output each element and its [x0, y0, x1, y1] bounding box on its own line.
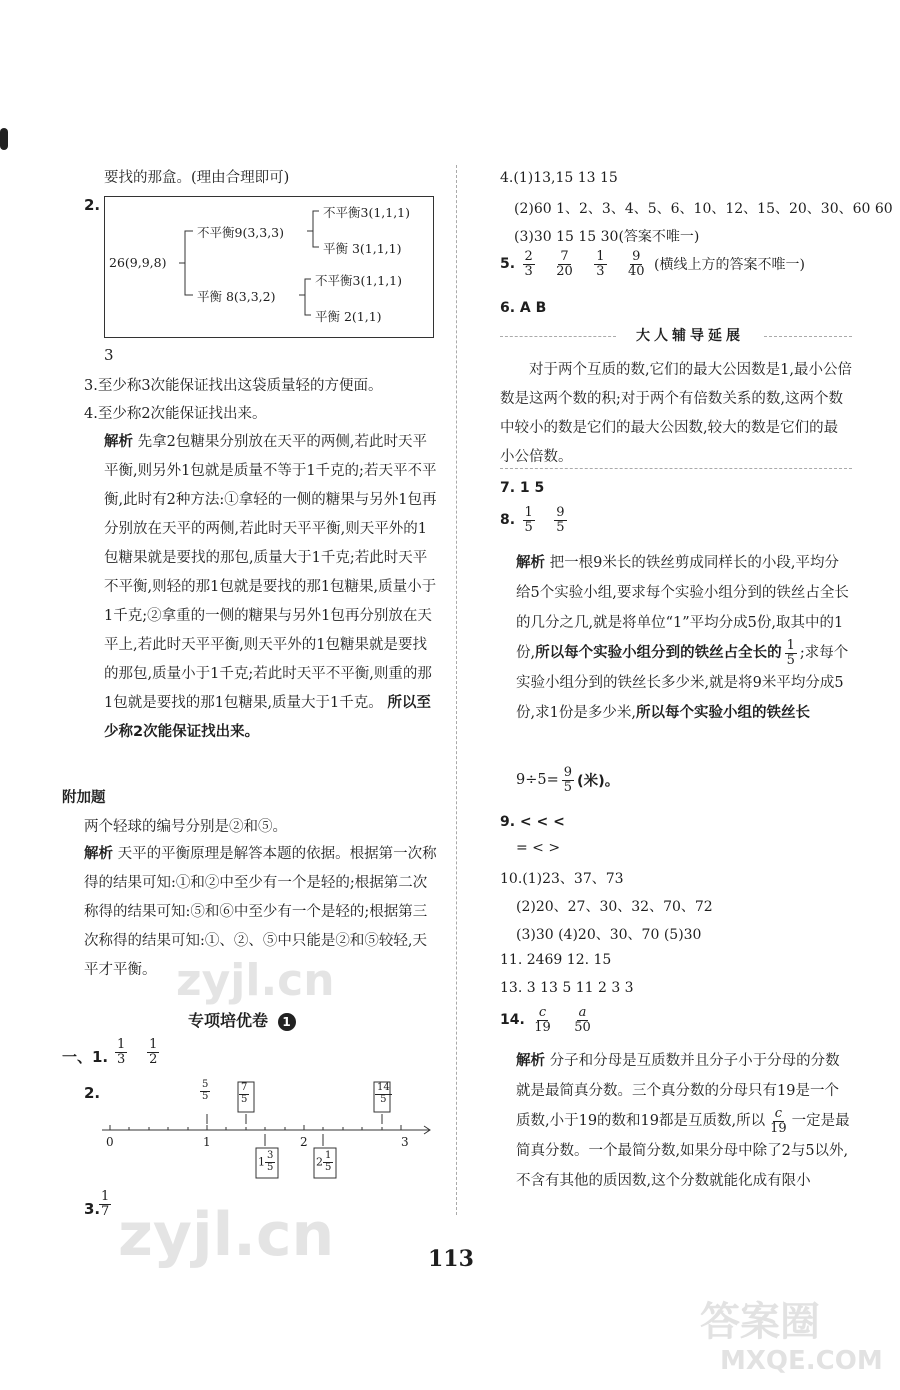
- section-number-badge: 1: [278, 1013, 296, 1031]
- tree-branch-22: 平衡 2(1,1): [315, 309, 382, 324]
- s2-label: 2.: [84, 1084, 101, 1102]
- r-q9a: 9. < < <: [500, 814, 565, 830]
- r-q13: 13. 3 13 5 11 2 3 3: [500, 980, 634, 996]
- mark-2-1-5: [316, 1151, 333, 1173]
- q3-answer: 3.至少称3次能保证找出这袋质量轻的方便面。: [84, 378, 383, 394]
- q4-conclusion: 所以至少称2次能保证找出来。: [104, 695, 431, 740]
- r-q14: [500, 1006, 596, 1034]
- q5-note: (横线上方的答案不唯一): [653, 257, 805, 274]
- tree-branch-11: 不平衡3(1,1,1): [323, 205, 411, 220]
- q4-explanation: [104, 428, 438, 747]
- q8-frac-2: [554, 506, 566, 534]
- s1-frac-2: [147, 1038, 159, 1066]
- denominator: 3: [117, 1051, 126, 1067]
- r-q6: 6. A B: [500, 300, 547, 316]
- extra-title: 附加题: [62, 790, 106, 806]
- s1-fractions: [112, 1038, 162, 1066]
- s3-label: 3.: [84, 1200, 101, 1218]
- tree-branch-12: 平衡 3(1,1,1): [323, 241, 402, 256]
- left-top-line: 要找的那盒。(理由合理即可): [104, 170, 290, 186]
- extra-explanation-text: 天平的平衡原理是解答本题的依据。根据第一次称得的结果可知:①和②中至少有一个是轻的;根据第二次称得的结果可知:⑤和⑥中至少有一个是轻的;根据第三次称得的结果可知:①、②、⑤中只能是②和⑤较轻,天平才平衡。: [84, 846, 437, 978]
- section-title-text: 专项培优卷: [188, 1011, 269, 1030]
- denominator: 19: [534, 1019, 551, 1035]
- numerator: 9: [556, 505, 565, 520]
- q8-explanation: [516, 548, 852, 728]
- denominator: 5: [556, 519, 565, 535]
- tick-label-1: 1: [203, 1135, 211, 1149]
- q4-explanation-text: 先拿2包糖果分别放在天平的两侧,若此时天平平衡,则另外1包就是质量不等于1千克的;若天平不平衡,此时有2种方法:①拿轻的一侧的糖果与另外1包再分别放在天平的两侧,若此时天平平衡,则天平外的1包糖果就是要找的那包,质量大于1千克;若此时天平不平衡,则轻的那1包就是要找的那1包糖果,质量小于1千克;②拿重的一侧的糖果与另外1包再分别放在天平上,若此时天平平衡,则天平外的1包糖果就是要找的那包,质量小于1千克;若此时天平不平衡,则重的那1包就是要找的那1包糖果,质量大于1千克。: [104, 434, 437, 711]
- q14-explanation: [516, 1046, 852, 1196]
- r-q10a: 10.(1)23、37、73: [500, 871, 624, 887]
- watermark-zyjl-1: zyjl.cn: [176, 955, 335, 1006]
- q5-frac-1: [523, 250, 535, 278]
- r-q10c: (3)30 (4)20、30、70 (5)30: [516, 927, 702, 943]
- q4-answer: 4.至少称2次能保证找出来。: [84, 406, 267, 422]
- q5-label: 5.: [500, 256, 516, 273]
- mark-5-5: [200, 1080, 210, 1102]
- numerator: c: [774, 1105, 783, 1121]
- page-number: 113: [428, 1246, 474, 1272]
- fraction-part: [323, 1151, 333, 1173]
- q8-explanation-bold-2: 所以每个实验小组的铁丝长: [635, 705, 810, 721]
- extra-answer: 两个轻球的编号分别是②和⑤。: [84, 819, 287, 835]
- tree-branch-21: 不平衡3(1,1,1): [315, 273, 403, 288]
- extra-explanation-label: 解析: [84, 846, 113, 862]
- q8-inline-frac: $\frac{1}{5}$: [786, 637, 795, 668]
- q14-explanation-text-1: 分子和分母是互质数并且分子小于分母的分数就是最简真分数。三个真分数的分母只有19是一个质数,小于19的数和19都是互质数,所以: [516, 1053, 840, 1129]
- s1-label: 一、1.: [62, 1048, 109, 1066]
- s1-frac-1: [115, 1038, 127, 1066]
- numerator: 3: [267, 1150, 274, 1161]
- q8-equation-left: 9÷5=: [516, 772, 559, 789]
- q2-label: 2.: [84, 196, 101, 214]
- tree-root: 26(9,9,8): [109, 255, 167, 270]
- mark-7-5: [239, 1083, 249, 1105]
- denominator: 5: [325, 1161, 332, 1173]
- tick-label-3: 3: [401, 1135, 409, 1149]
- column-divider: [456, 165, 457, 1215]
- q14-explanation-text-2: 一定是最简真分数。一个最简分数,如果分母中除了2与5以外,不含有其他的质因数,这个分数就能化成有限小: [516, 1113, 850, 1189]
- section-title: [188, 1008, 296, 1031]
- q8-explanation-label: 解析: [516, 555, 545, 571]
- mark-1-3-5: [258, 1151, 275, 1173]
- watermark-zyjl-2: zyjl.cn: [118, 1200, 335, 1270]
- denominator: 3: [596, 263, 605, 279]
- banner-line-left: [500, 336, 616, 337]
- q14-explanation-label: 解析: [516, 1053, 545, 1069]
- denominator: 3: [524, 263, 533, 279]
- r-q8: [500, 506, 570, 534]
- numerator: 1: [325, 1150, 332, 1161]
- r-q7: 7. 1 5: [500, 480, 545, 496]
- r-q11-q12: 11. 2469 12. 15: [500, 952, 612, 968]
- denominator: 5: [267, 1161, 274, 1173]
- s3-frac: [99, 1190, 111, 1218]
- q14-frac-2: [572, 1006, 593, 1034]
- extension-banner: 大人辅导延展: [636, 328, 744, 344]
- margin-mark: [0, 128, 8, 150]
- q8-equation-unit: (米)。: [577, 773, 620, 790]
- numerator: 7: [241, 1082, 248, 1093]
- q4-explanation-label: 解析: [104, 434, 133, 450]
- q8-explanation-text-1: 把一根9米长的铁丝剪成同样长的小段,平均分给5个实验小组,要求每个实验小组分到的铁丝占全长的几分之几,就是将单位“1”平均分成5份,取其中的1份,: [516, 555, 849, 661]
- q14-frac-1: [532, 1006, 553, 1034]
- numerator: 2: [524, 249, 533, 264]
- denominator: 7: [101, 1203, 110, 1219]
- denominator: 5: [563, 779, 573, 795]
- denominator: 2: [149, 1051, 158, 1067]
- q2-answer: 3: [104, 346, 114, 364]
- denominator: 5: [241, 1093, 248, 1105]
- extension-bottom-line: [500, 468, 852, 469]
- numerator: 9: [632, 249, 641, 264]
- numerator: 1: [596, 249, 605, 264]
- r-q4b: (2)60 1、2、3、4、5、6、10、12、15、20、30、60 60: [514, 201, 893, 217]
- fraction-part: [265, 1151, 275, 1173]
- q5-frac-4: [626, 250, 647, 278]
- extension-text: 对于两个互质的数,它们的最大公因数是1,最小公倍数是这两个数的积;对于两个有倍数关系的数,这两个数中较小的数是它们的最大公因数,较大的数是它们的最小公倍数。: [500, 362, 852, 465]
- denominator: 20: [556, 263, 573, 279]
- numerator: c: [538, 1005, 547, 1020]
- weighing-tree-diagram: [104, 196, 434, 338]
- q5-frac-3: [594, 250, 606, 278]
- denominator: 5: [202, 1090, 209, 1102]
- numerator: 1: [117, 1037, 126, 1052]
- q8-explanation-text-2: ;求每个实验小组分到的铁丝长多少米,就是将9米平均分成5份,求1份是多少米,: [516, 645, 849, 721]
- whole-part: 1: [258, 1155, 265, 1169]
- tree-branch-1: 不平衡9(3,3,3): [197, 225, 285, 240]
- r-q5: [500, 250, 805, 278]
- r-q4c: (3)30 15 15 30(答案不唯一): [514, 229, 700, 245]
- denominator: 5: [524, 519, 533, 535]
- watermark-daanquan: 答案圈: [700, 1299, 820, 1345]
- numerator: 1: [524, 505, 533, 520]
- q8-equation-frac: [562, 766, 574, 794]
- banner-line-right: [764, 336, 852, 337]
- denominator: 40: [627, 263, 645, 279]
- q5-frac-2: [554, 250, 575, 278]
- q14-inline-frac: [768, 1107, 789, 1135]
- q8-explanation-bold-1: 所以每个实验小组分到的铁丝占全长的: [535, 645, 782, 661]
- numerator: 1: [149, 1037, 158, 1052]
- q8-equation: [516, 766, 619, 794]
- numerator: a: [578, 1005, 587, 1020]
- r-q4a: 4.(1)13,15 13 15: [500, 170, 618, 186]
- denominator: 19: [770, 1120, 787, 1136]
- denominator: 5: [380, 1093, 387, 1105]
- q8-label: 8.: [500, 512, 516, 529]
- numerator: 14: [377, 1082, 390, 1093]
- q8-frac-1: [523, 506, 535, 534]
- tick-label-2: 2: [300, 1135, 308, 1149]
- numerator: 5: [202, 1079, 209, 1090]
- r-q10b: (2)20、27、30、32、70、72: [516, 899, 713, 915]
- mark-14-5: [375, 1083, 392, 1105]
- numerator: 9: [563, 765, 573, 780]
- numerator: 7: [560, 249, 569, 264]
- denominator: 50: [574, 1019, 591, 1035]
- numerator: 1: [101, 1189, 110, 1204]
- tick-label-0: 0: [106, 1135, 114, 1149]
- watermark-mxqe: MXQE.COM: [720, 1346, 883, 1376]
- r-q9b: = < >: [516, 840, 561, 856]
- tree-branch-2: 平衡 8(3,3,2): [197, 289, 276, 304]
- q14-label: 14.: [500, 1012, 525, 1029]
- whole-part: 2: [316, 1155, 323, 1169]
